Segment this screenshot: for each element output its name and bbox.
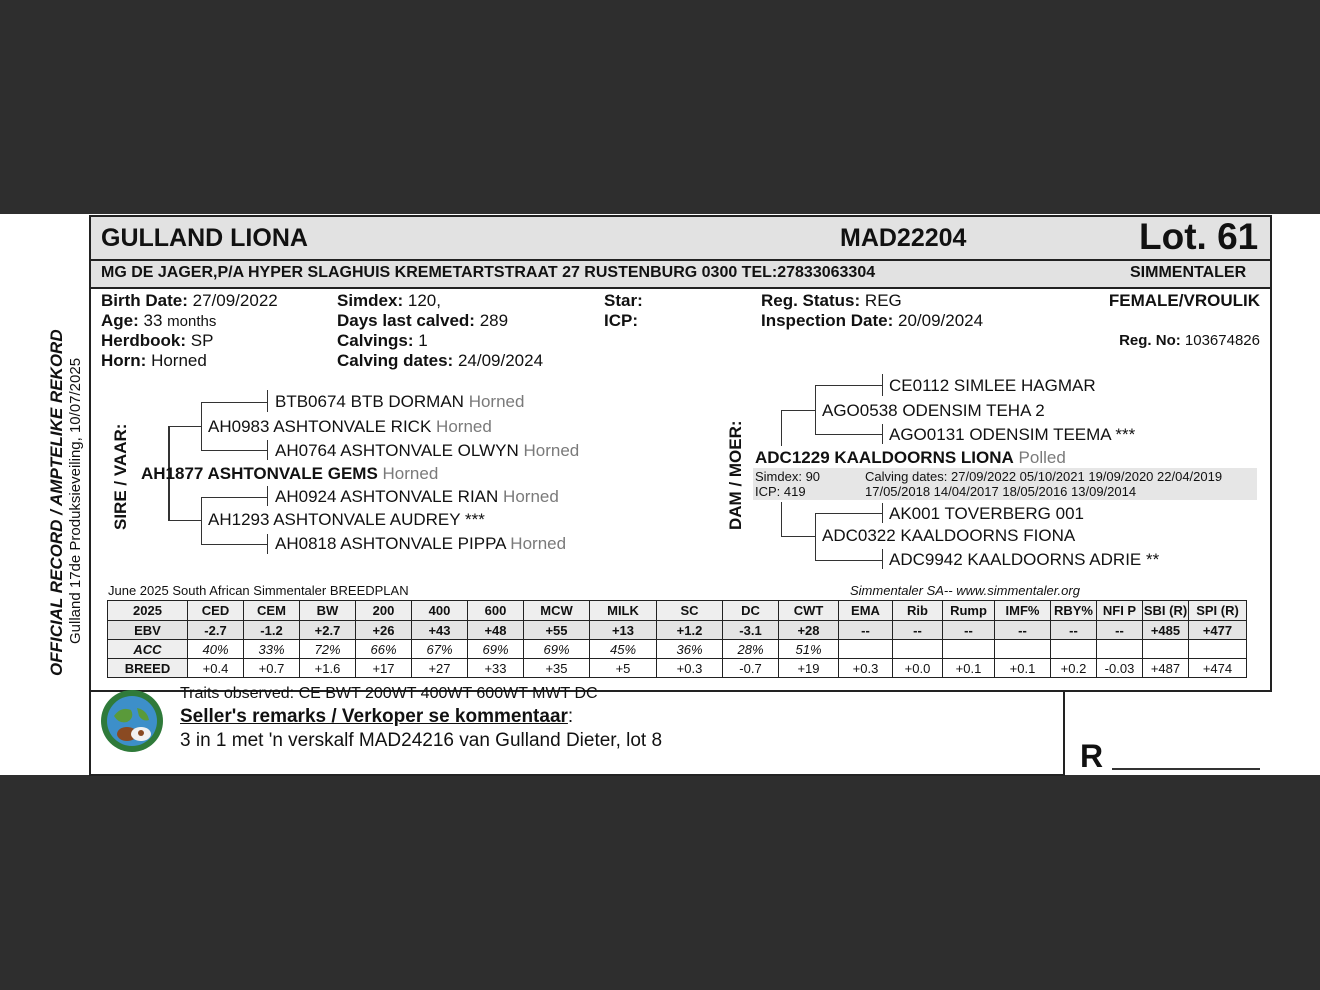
table-cell: -1.2 <box>244 621 300 640</box>
table-cell <box>839 640 893 659</box>
animal-id: MAD22204 <box>840 224 967 252</box>
table-cell: 69% <box>468 640 524 659</box>
col-header: 400 <box>412 601 468 621</box>
col-header: MCW <box>524 601 590 621</box>
pedigree-line <box>267 440 268 460</box>
pedigree-line <box>168 520 202 521</box>
breed-name: SIMMENTALER <box>1130 264 1247 281</box>
dam-icp: ICP: 419 <box>755 484 806 499</box>
divider <box>1063 690 1272 692</box>
table-cell: +33 <box>468 659 524 678</box>
birth-date: Birth Date: 27/09/2022 <box>101 291 278 310</box>
pedigree-line <box>267 486 268 506</box>
dam-sire-sire: CE0112 SIMLEE HAGMAR <box>889 376 1096 395</box>
col-header: SPI (R) <box>1189 601 1247 621</box>
table-cell: +0.1 <box>943 659 995 678</box>
pedigree-line <box>882 424 883 444</box>
table-header-row <box>108 601 1247 621</box>
dam-calving-dates: Calving dates: 27/09/2022 05/10/2021 19/09/2020 22/04/2019 <box>865 469 1223 484</box>
table-cell: -- <box>1051 621 1097 640</box>
pedigree-line <box>815 434 883 435</box>
dam-sire: AGO0538 ODENSIM TEHA 2 <box>822 401 1045 420</box>
col-header: CEM <box>244 601 300 621</box>
sire-sire-dam: AH0764 ASHTONVALE OLWYN Horned <box>275 441 580 460</box>
col-header: SC <box>657 601 723 621</box>
table-cell: 67% <box>412 640 468 659</box>
table-cell: +0.4 <box>188 659 244 678</box>
pedigree-line <box>201 402 202 450</box>
table-cell: +28 <box>779 621 839 640</box>
table-cell: +474 <box>1189 659 1247 678</box>
col-header: CED <box>188 601 244 621</box>
table-cell: +487 <box>1143 659 1189 678</box>
pedigree-line <box>882 549 883 569</box>
breedplan-table <box>107 600 1247 678</box>
pedigree-line <box>201 402 267 403</box>
dam-simdex: Simdex: 90 <box>755 469 821 484</box>
table-cell: 51% <box>779 640 839 659</box>
dam-calving-dates: 17/05/2018 14/04/2017 18/05/2016 13/09/2014 <box>865 484 1137 499</box>
pedigree-line <box>267 534 268 554</box>
table-cell: EBV <box>108 621 188 640</box>
table-cell: -3.1 <box>723 621 779 640</box>
col-header: RBY% <box>1051 601 1097 621</box>
pedigree-line <box>815 513 883 514</box>
table-cell: +0.1 <box>995 659 1051 678</box>
price-line <box>1112 768 1260 770</box>
inspection-date: Inspection Date: 20/09/2024 <box>761 311 984 330</box>
table-cell: -- <box>943 621 995 640</box>
table-cell: -- <box>1097 621 1143 640</box>
col-header: BW <box>300 601 356 621</box>
lot-number: Lot. 61 <box>1139 216 1259 257</box>
table-cell: +19 <box>779 659 839 678</box>
table-cell: 33% <box>244 640 300 659</box>
table-cell: 40% <box>188 640 244 659</box>
table-cell: 72% <box>300 640 356 659</box>
star-label: Star: <box>604 291 643 310</box>
table-cell: -0.7 <box>723 659 779 678</box>
sire-sire-sire: BTB0674 BTB DORMAN Horned <box>275 392 525 411</box>
pedigree-line <box>781 410 782 446</box>
col-header: 200 <box>356 601 412 621</box>
pedigree-line <box>882 503 883 523</box>
dam-dam-sire: AK001 TOVERBERG 001 <box>889 504 1084 523</box>
table-cell: +27 <box>412 659 468 678</box>
sire-dam-sire: AH0924 ASHTONVALE RIAN Horned <box>275 487 559 506</box>
simmentaler-logo-icon <box>99 688 165 754</box>
pedigree-line <box>815 385 883 386</box>
col-header: SBI (R) <box>1143 601 1189 621</box>
pedigree-line <box>815 385 816 434</box>
breedplan-caption: June 2025 South African Simmentaler BREEDPLAN <box>108 583 409 598</box>
col-header: CWT <box>779 601 839 621</box>
seller-remarks-heading: Seller's remarks / Verkoper se kommentaar: <box>180 706 574 727</box>
table-cell: -2.7 <box>188 621 244 640</box>
table-cell: BREED <box>108 659 188 678</box>
table-cell: +0.0 <box>893 659 943 678</box>
table-cell <box>1097 640 1143 659</box>
sex: FEMALE/VROULIK <box>1108 291 1260 310</box>
pedigree-line <box>201 450 267 451</box>
dam-dam-dam: ADC9942 KAALDOORNS ADRIE ** <box>889 550 1160 569</box>
seller-remarks: 3 in 1 met 'n verskalf MAD24216 van Gulland Dieter, lot 8 <box>180 730 663 751</box>
calvings: Calvings: 1 <box>337 331 428 350</box>
table-row-acc <box>108 640 1247 659</box>
pedigree-line <box>882 374 883 396</box>
dam-label: DAM / MOER: <box>726 420 745 530</box>
col-header: DC <box>723 601 779 621</box>
dam-dam: ADC0322 KAALDOORNS FIONA <box>822 526 1076 545</box>
reg-status: Reg. Status: REG <box>761 291 902 310</box>
table-cell: 69% <box>524 640 590 659</box>
table-cell: -0.03 <box>1097 659 1143 678</box>
simdex: Simdex: 120, <box>337 291 441 310</box>
official-record-text: OFFICIAL RECORD / AMPTELIKE REKORD <box>47 329 66 676</box>
col-header: 600 <box>468 601 524 621</box>
price-label: R <box>1080 738 1104 774</box>
table-cell: +55 <box>524 621 590 640</box>
pedigree-line <box>201 497 267 498</box>
col-header: Rump <box>943 601 995 621</box>
divider <box>1063 690 1065 776</box>
pedigree-line <box>781 502 782 536</box>
sire-name: AH1877 ASHTONVALE GEMS Horned <box>141 464 439 483</box>
pedigree-line <box>815 513 816 560</box>
calving-dates: Calving dates: 24/09/2024 <box>337 351 544 370</box>
col-header: 2025 <box>108 601 188 621</box>
table-row-ebv <box>108 621 1247 640</box>
table-cell: +0.3 <box>657 659 723 678</box>
table-cell: -- <box>839 621 893 640</box>
society-website: Simmentaler SA-- www.simmentaler.org <box>850 583 1080 598</box>
pedigree-line <box>201 497 202 545</box>
table-cell: +35 <box>524 659 590 678</box>
pedigree-line <box>168 426 202 427</box>
table-cell: 28% <box>723 640 779 659</box>
col-header: NFI P <box>1097 601 1143 621</box>
table-cell: +43 <box>412 621 468 640</box>
table-cell: +477 <box>1189 621 1247 640</box>
col-header: IMF% <box>995 601 1051 621</box>
table-cell: +485 <box>1143 621 1189 640</box>
pedigree-line <box>815 560 883 561</box>
table-cell: -- <box>995 621 1051 640</box>
table-cell: -- <box>893 621 943 640</box>
sire-sire: AH0983 ASHTONVALE RICK Horned <box>208 417 492 436</box>
table-cell <box>1189 640 1247 659</box>
herdbook: Herdbook: SP <box>101 331 214 350</box>
days-last-calved: Days last calved: 289 <box>337 311 509 330</box>
table-cell: +2.7 <box>300 621 356 640</box>
owner-line: MG DE JAGER,P/A HYPER SLAGHUIS KREMETARTSTRAAT 27 RUSTENBURG 0300 TEL:27833063304 <box>101 264 876 281</box>
table-cell: 66% <box>356 640 412 659</box>
pedigree-line <box>267 390 268 412</box>
table-cell: 36% <box>657 640 723 659</box>
table-cell: +26 <box>356 621 412 640</box>
table-cell <box>1143 640 1189 659</box>
traits-observed: Traits observed: CE BWT 200WT 400WT 600WT MWT DC <box>180 685 598 702</box>
pedigree-line <box>781 536 815 537</box>
table-cell: +0.3 <box>839 659 893 678</box>
icp-label: ICP: <box>604 311 638 330</box>
sire-label: SIRE / VAAR: <box>111 423 130 530</box>
pedigree-line <box>781 410 815 411</box>
auction-text: Gulland 17de Produksieveiling, 10/07/2025 <box>67 357 84 644</box>
table-cell <box>893 640 943 659</box>
reg-number: Reg. No: 103674826 <box>1119 332 1260 349</box>
dam-sire-dam: AGO0131 ODENSIM TEEMA *** <box>889 425 1136 444</box>
pedigree-line <box>201 544 267 545</box>
table-cell <box>943 640 995 659</box>
table-cell <box>995 640 1051 659</box>
table-cell: +1.6 <box>300 659 356 678</box>
col-header: Rib <box>893 601 943 621</box>
table-cell: +0.7 <box>244 659 300 678</box>
table-cell: +48 <box>468 621 524 640</box>
col-header: EMA <box>839 601 893 621</box>
table-cell: +1.2 <box>657 621 723 640</box>
age: Age: 33 months <box>101 311 217 330</box>
table-cell <box>1051 640 1097 659</box>
table-cell: +0.2 <box>1051 659 1097 678</box>
dam-name: ADC1229 KAALDOORNS LIONA Polled <box>755 448 1066 467</box>
sire-dam: AH1293 ASHTONVALE AUDREY *** <box>208 510 485 529</box>
table-cell: +13 <box>590 621 657 640</box>
table-cell: 45% <box>590 640 657 659</box>
table-cell: ACC <box>108 640 188 659</box>
horn-status: Horn: Horned <box>101 351 207 370</box>
table-cell: +5 <box>590 659 657 678</box>
table-row-breed <box>108 659 1247 678</box>
col-header: MILK <box>590 601 657 621</box>
table-cell: +17 <box>356 659 412 678</box>
animal-name: GULLAND LIONA <box>101 224 308 252</box>
sire-dam-dam: AH0818 ASHTONVALE PIPPA Horned <box>275 534 567 553</box>
